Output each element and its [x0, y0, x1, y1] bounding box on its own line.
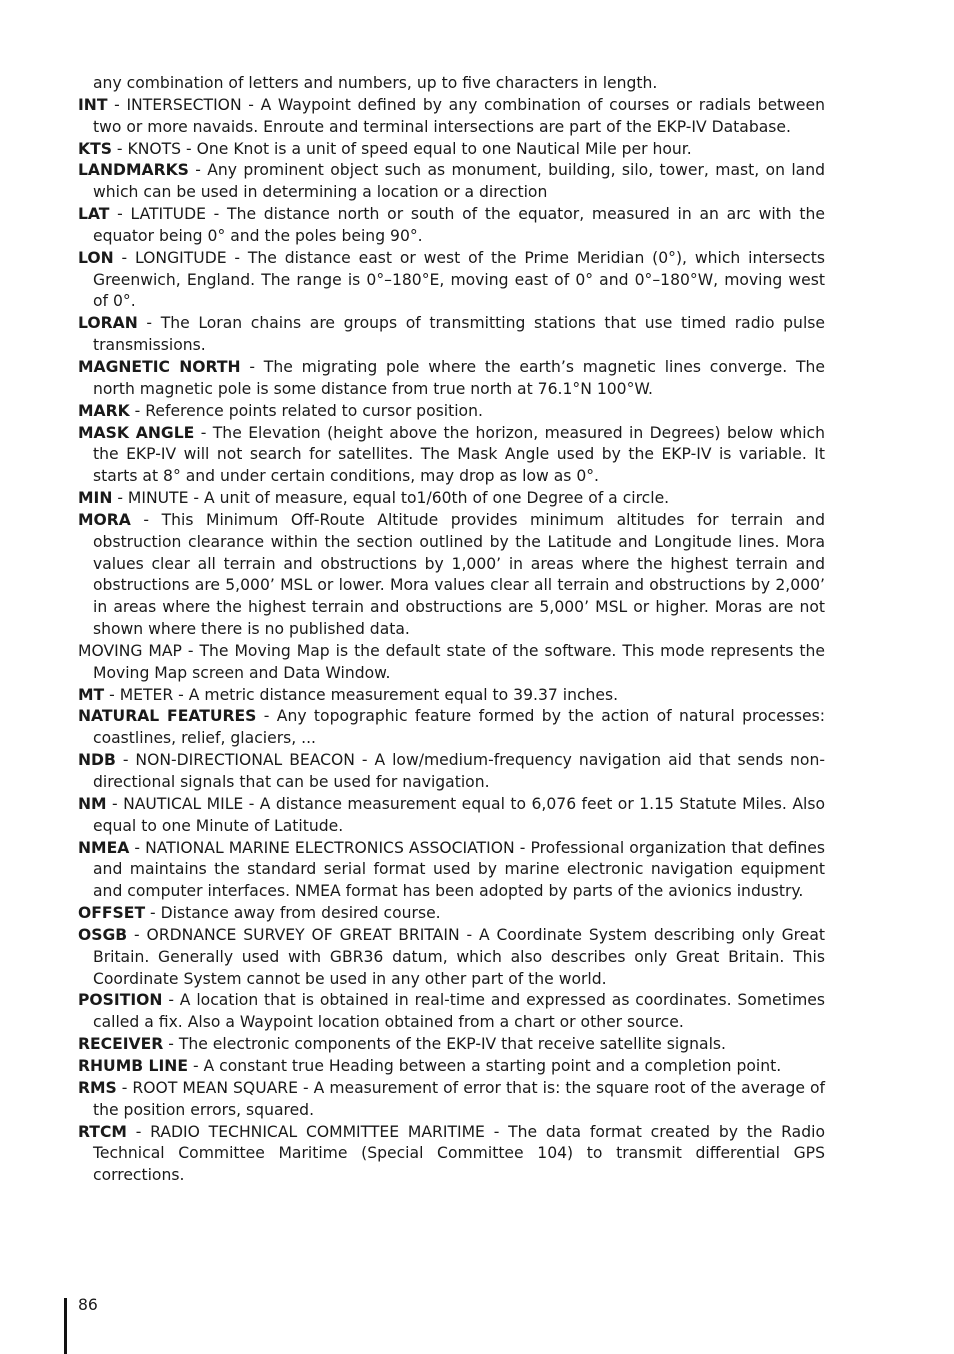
glossary-term: NATURAL FEATURES [78, 707, 257, 726]
glossary-term: KTS [78, 139, 112, 158]
glossary-term: MARK [78, 401, 130, 420]
glossary-term: RMS [78, 1078, 117, 1097]
continued-definition: any combination of letters and numbers, up to five characters in length. [93, 74, 658, 92]
glossary-term: OSGB [78, 925, 128, 944]
glossary-entry [78, 925, 825, 991]
glossary-definition: - INTERSECTION - A Waypoint defined by any combination of courses or radials between two or more navaids. Enroute and terminal intersections are part of the EKP-IV Database. [93, 95, 825, 136]
glossary-entry [78, 1122, 825, 1188]
glossary-definition: - A location that is obtained in real-time and expressed as coordinates. Sometimes called a fix. Also a Waypoint location obtained from a chart or other source. [93, 991, 825, 1032]
glossary-definition: - RADIO TECHNICAL COMMITTEE MARITIME - The data format created by the Radio Technical Committee Maritime (Special Committee 104) to transmit differential GPS corrections. [93, 1122, 825, 1185]
glossary-definition: - This Minimum Off-Route Altitude provides minimum altitudes for terrain and obstruction clearance within the section outlined by the Latitude and Longitude lines. Mora values clear all terrain and obstructions by 1,000’ in areas where the highest terrain and obstructions are 5,000’ MSL or lower. Mora values clear all terrain and obstructions by 2,000’ in areas where the highest terrain and obstructions are 5,000’ MSL or higher. Moras are not shown where there is no published data. [93, 510, 825, 639]
glossary-term: LANDMARKS [78, 161, 189, 180]
glossary-definition: - Any topographic feature formed by the action of natural processes: coastlines, relief, glaciers, ... [93, 707, 826, 748]
glossary-term: NM [78, 794, 107, 813]
glossary-definition: MOVING MAP - The Moving Map is the default state of the software. This mode represents the Moving Map screen and Data Window. [78, 641, 825, 682]
glossary-definition: - NATIONAL MARINE ELECTRONICS ASSOCIATION - Professional organization that defines and maintains the standard serial format used by marine electronic navigation equipment and computer interfaces. NMEA format has been adopted by parts of the avionics industry. [93, 838, 825, 901]
glossary-definition: - The migrating pole where the earth’s magnetic lines converge. The north magnetic pole is some distance from true north at 76.1°N 100°W. [93, 357, 826, 398]
glossary-definition: - ROOT MEAN SQUARE - A measurement of error that is: the square root of the average of the position errors, squared. [93, 1078, 825, 1119]
glossary-term: LAT [78, 205, 110, 224]
glossary-term: RECEIVER [78, 1035, 164, 1054]
glossary-term: MAGNETIC NORTH [78, 357, 241, 376]
glossary-definition: - Any prominent object such as monument, building, silo, tower, mast, on land which can be used in determining a location or a direction [93, 161, 825, 202]
glossary-term: NMEA [78, 838, 130, 857]
glossary-definition: - The electronic components of the EKP-IV that receive satellite signals. [163, 1035, 727, 1054]
glossary-definition: - NON-DIRECTIONAL BEACON - A low/medium-frequency navigation aid that sends non-directional signals that can be used for navigation. [93, 751, 825, 791]
glossary-term: LORAN [78, 314, 138, 333]
glossary-entry [78, 1056, 825, 1078]
glossary-entry [78, 1078, 825, 1122]
glossary-entry [78, 706, 825, 750]
glossary-definition: - The Elevation (height above the horizon, measured in Degrees) below which the EKP-IV will not search for satellites. The Mask Angle used by the EKP-IV is variable. It starts at 8° and under certain conditions, may drop as low as 0°. [93, 423, 825, 486]
glossary-entry [78, 95, 825, 139]
glossary-definition: - METER - A metric distance measurement equal to 39.37 inches. [104, 685, 619, 704]
glossary-entry [78, 685, 825, 707]
glossary-entry [78, 248, 825, 314]
glossary-term: MASK ANGLE [78, 423, 195, 442]
glossary-definition: - NAUTICAL MILE - A distance measurement equal to 6,076 feet or 1.15 Statute Miles. Also equal to one Minute of Latitude. [93, 794, 825, 835]
glossary-definition: - Distance away from desired course. [145, 904, 441, 923]
glossary-term: LON [78, 248, 114, 267]
glossary-entry [78, 204, 825, 248]
glossary-entry [78, 313, 825, 357]
glossary-entry [78, 401, 825, 423]
glossary-entry [78, 750, 825, 794]
glossary-definition: - The Loran chains are groups of transmitting stations that use timed radio pulse transmissions. [93, 314, 825, 355]
glossary-list [78, 73, 825, 1187]
glossary-entry [78, 641, 825, 685]
glossary-term: MT [78, 685, 105, 704]
page-margin-rule [64, 1298, 67, 1354]
glossary-entry [78, 794, 825, 838]
glossary-entry [78, 1034, 825, 1056]
page-number: 86 [78, 1296, 98, 1314]
glossary-definition: - A constant true Heading between a starting point and a completion point. [188, 1056, 782, 1075]
glossary-term: POSITION [78, 991, 163, 1010]
glossary-term: OFFSET [78, 904, 146, 923]
glossary-entry [78, 903, 825, 925]
glossary-entry [78, 139, 825, 161]
glossary-term: RTCM [78, 1122, 127, 1141]
glossary-term: MORA [78, 510, 131, 529]
glossary-entry [78, 838, 825, 904]
glossary-entry [78, 990, 825, 1034]
glossary-definition: - Reference points related to cursor position. [129, 401, 483, 420]
glossary-definition: - MINUTE - A unit of measure, equal to1/60th of one Degree of a circle. [112, 489, 670, 508]
glossary-entry [78, 510, 825, 641]
glossary-term: NDB [78, 751, 116, 770]
glossary-entry [78, 488, 825, 510]
glossary-term: INT [78, 95, 108, 114]
glossary-definition: - ORDNANCE SURVEY OF GREAT BRITAIN - A Coordinate System describing only Great Britain. Generally used with GBR36 datum, which also describes only Great Britain. This Coordinate System cannot be used in any other part of the world. [93, 925, 825, 988]
glossary-entry [78, 357, 825, 401]
glossary-definition: - LATITUDE - The distance north or south of the equator, measured in an arc with the equator being 0° and the poles being 90°. [93, 205, 825, 245]
glossary-entry [78, 160, 825, 204]
glossary-term: MIN [78, 489, 113, 508]
glossary-term: RHUMB LINE [78, 1056, 188, 1075]
glossary-definition: - LONGITUDE - The distance east or west of the Prime Meridian (0°), which intersects Greenwich, England. The range is 0°–180°E, moving east of 0° and 0°–180°W, moving west of 0°. [93, 248, 825, 311]
glossary-entry [78, 423, 825, 489]
glossary-definition: - KNOTS - One Knot is a unit of speed equal to one Nautical Mile per hour. [111, 139, 692, 158]
